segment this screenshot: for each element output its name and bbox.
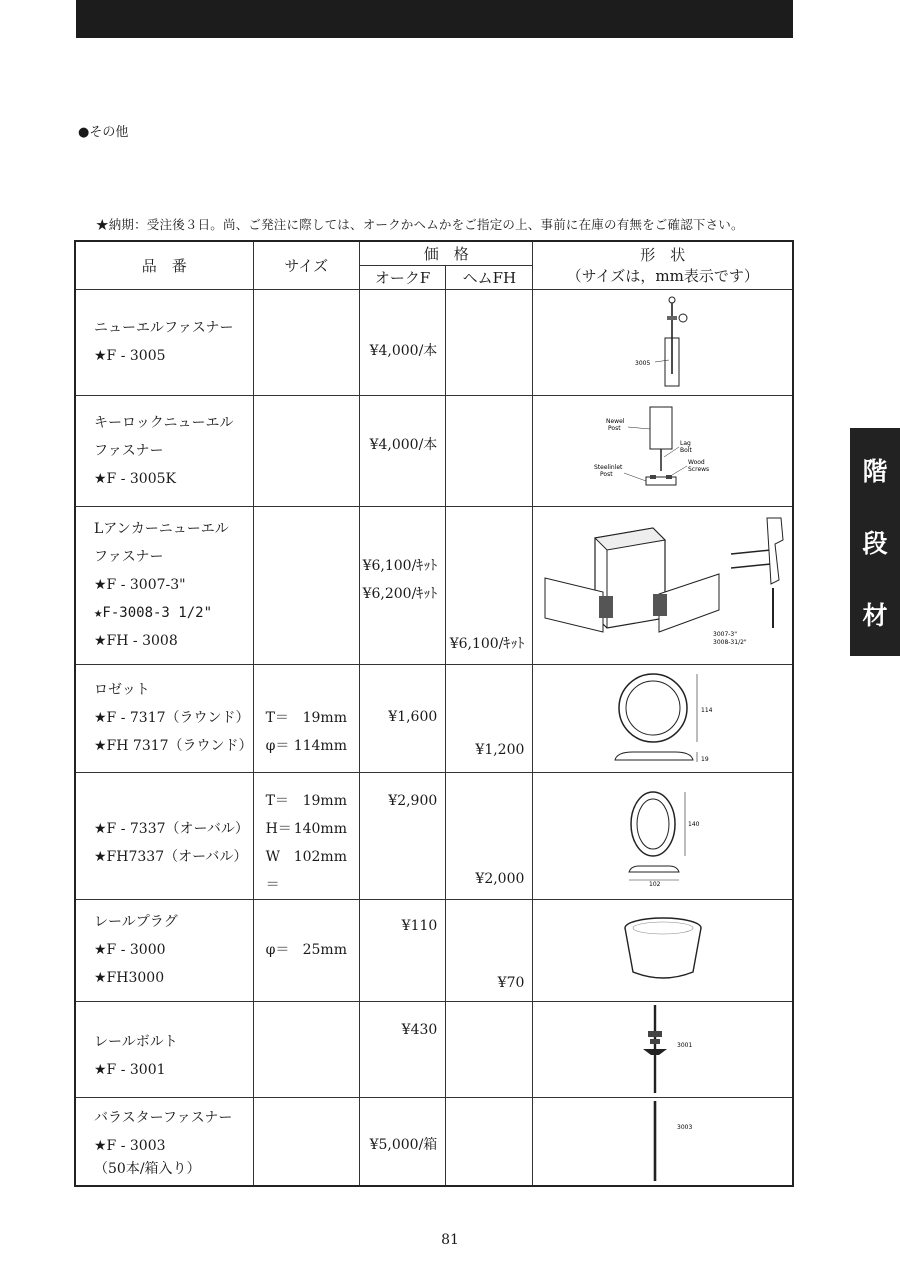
item-name: バラスターファスナー [94,1110,233,1127]
label-3008: 3008-31/2" [713,639,747,646]
size-cell [253,1097,359,1186]
item-cell [75,395,253,506]
size-key: T＝ [265,710,289,726]
label-bolt: Bolt [679,446,692,454]
l-anchor-illustration [535,510,790,660]
hem-price: ¥1,200 [475,741,525,758]
item-code: ★F - 7337（オーバル） [94,820,249,837]
item-code: ★FH7337（オーバル） [94,848,248,865]
item-code: ★FH - 3008 [94,633,178,649]
oak-price-cell [359,289,445,395]
item-name: レールボルト [94,1034,178,1050]
item-name: ファスナー [94,549,164,565]
size-value: 102mm [293,848,347,865]
oak-price-cell [359,664,445,772]
shape-cell [533,1097,793,1186]
hem-price-cell [446,395,533,506]
newel-fastener-illustration [603,294,723,390]
table-row [75,395,793,506]
item-code: ★FH3000 [94,970,165,986]
size-key: φ＝ [265,942,290,958]
item-cell [75,289,253,395]
size-line [254,815,359,843]
oval-rosette-illustration [593,786,733,886]
item-code: ★F - 3001 [94,1062,166,1078]
size-key: W＝ [265,848,280,893]
size-cell [253,899,359,1001]
rail-plug-illustration [613,910,713,990]
section-label: ●その他 [78,125,129,140]
item-cell [75,506,253,664]
item-code: ★F - 3005 [94,348,166,364]
shape-cell [533,1001,793,1097]
table-row [75,506,793,664]
size-line [254,787,359,815]
hem-price: ¥70 [497,974,525,991]
label-screws: Screws [687,465,709,473]
size-cell [253,289,359,395]
shape-cell [533,772,793,899]
header-shape-note: （サイズは，mm表示です） [566,267,759,286]
item-name: ロゼット [94,682,150,698]
label-19: 19 [700,756,709,763]
size-line [254,704,359,732]
hem-price-cell [446,506,533,664]
size-key: φ＝ [265,738,290,754]
item-cell [75,664,253,772]
top-header-bar [76,0,793,38]
size-line [254,732,359,760]
oak-price: ¥6,200/ｷｯﾄ [362,586,438,602]
shape-cell [533,664,793,772]
size-cell [253,664,359,772]
label-3005: 3005 [634,360,650,367]
oak-price-cell [359,772,445,899]
size-value: 19mm [302,710,347,726]
label-102: 102 [648,880,661,886]
hem-price-cell [446,289,533,395]
oak-price: ¥5,000/箱 [369,1137,438,1154]
oak-price-cell [359,1097,445,1186]
header-shape [533,241,793,289]
table-row [75,772,793,899]
label-114: 114 [700,707,713,714]
oak-price: ¥430 [401,1021,438,1038]
hem-price: ¥2,000 [475,870,525,887]
hem-price-cell [446,1097,533,1186]
label-post-2: Post [599,470,613,478]
oak-price: ¥1,600 [388,709,438,725]
side-tab-char: 階 [862,457,888,486]
oak-price: ¥110 [401,917,438,934]
label-lag: Lag [679,439,691,447]
round-rosette-illustration [593,668,733,768]
oak-price-cell [359,899,445,1001]
delivery-note: ★納期：受注後３日。尚、ご発注に際しては、オークかヘムかをご指定の上、事前に在庫の有無をご確認下さい。 [96,217,744,232]
table-row [75,664,793,772]
table-header-row [75,241,793,265]
shape-cell [533,289,793,395]
item-pack: （50本/箱入り） [94,1161,201,1178]
item-name: Lアンカーニューエル [94,521,229,537]
label-post: Post [607,424,621,432]
label-3007: 3007-3" [713,631,738,638]
size-line [254,936,359,964]
shape-cell [533,395,793,506]
size-cell [253,395,359,506]
item-code: ★F - 7317（ラウンド） [94,710,250,726]
label-wood: Wood [687,458,705,466]
keylock-fastener-illustration [588,401,738,501]
size-key: T＝ [265,792,289,809]
item-code: ★F - 3000 [94,942,166,958]
item-cell [75,772,253,899]
item-cell [75,1001,253,1097]
size-value: 140mm [293,820,347,837]
item-name: ファスナー [94,442,164,459]
oak-price: ¥4,000/本 [369,343,438,359]
item-cell [75,1097,253,1186]
table-row [75,289,793,395]
shape-cell [533,506,793,664]
hem-price-cell [446,1001,533,1097]
hem-price: ¥6,100/ｷｯﾄ [449,635,525,652]
oak-price: ¥4,000/本 [369,436,438,453]
size-key: H＝ [265,820,292,837]
item-name: ニューエルファスナー [94,320,234,336]
hem-price-cell [446,772,533,899]
label-newel: Newel [605,417,625,425]
item-cell [75,899,253,1001]
size-cell [253,772,359,899]
oak-price-cell [359,395,445,506]
baluster-fastener-illustration [603,1099,723,1183]
side-tab-char: 段 [862,529,888,558]
size-value: 25mm [302,942,347,958]
product-table [74,240,794,1187]
page-number: 81 [441,1232,459,1248]
item-name: キーロックニューエル [94,414,234,431]
item-code: ★F - 3003 [94,1138,166,1155]
item-code: ★F-3008-3 1/2" [94,605,213,621]
item-name: レールプラグ [94,914,178,930]
label-140: 140 [687,820,700,828]
oak-price: ¥2,900 [388,792,438,809]
size-cell [253,506,359,664]
hem-price-cell [446,664,533,772]
table-row [75,1097,793,1186]
label-steelinlet: Steelinlet [593,463,623,471]
size-value: 114mm [293,738,347,754]
item-code: ★FH 7317（ラウンド） [94,738,253,754]
header-price: 価 格 [359,241,532,265]
header-item: 品 番 [75,241,253,289]
item-code: ★F - 3007-3" [94,577,186,593]
header-hem: ヘムFH [446,265,533,289]
header-size: サイズ [253,241,359,289]
header-oak: オークF [359,265,445,289]
side-tab-char: 材 [862,601,888,630]
oak-price-cell [359,1001,445,1097]
size-line [254,843,359,899]
label-3003: 3003 [676,1124,692,1132]
side-tab [850,428,900,656]
rail-bolt-illustration [603,1003,723,1095]
table-row [75,899,793,1001]
oak-price-cell [359,506,445,664]
label-3001: 3001 [676,1042,692,1049]
header-shape-title: 形 状 [640,246,686,265]
shape-cell [533,899,793,1001]
table-row [75,1001,793,1097]
hem-price-cell [446,899,533,1001]
oak-price: ¥6,100/ｷｯﾄ [362,558,438,574]
size-value: 19mm [302,792,347,809]
size-cell [253,1001,359,1097]
item-code: ★F - 3005K [94,470,176,487]
